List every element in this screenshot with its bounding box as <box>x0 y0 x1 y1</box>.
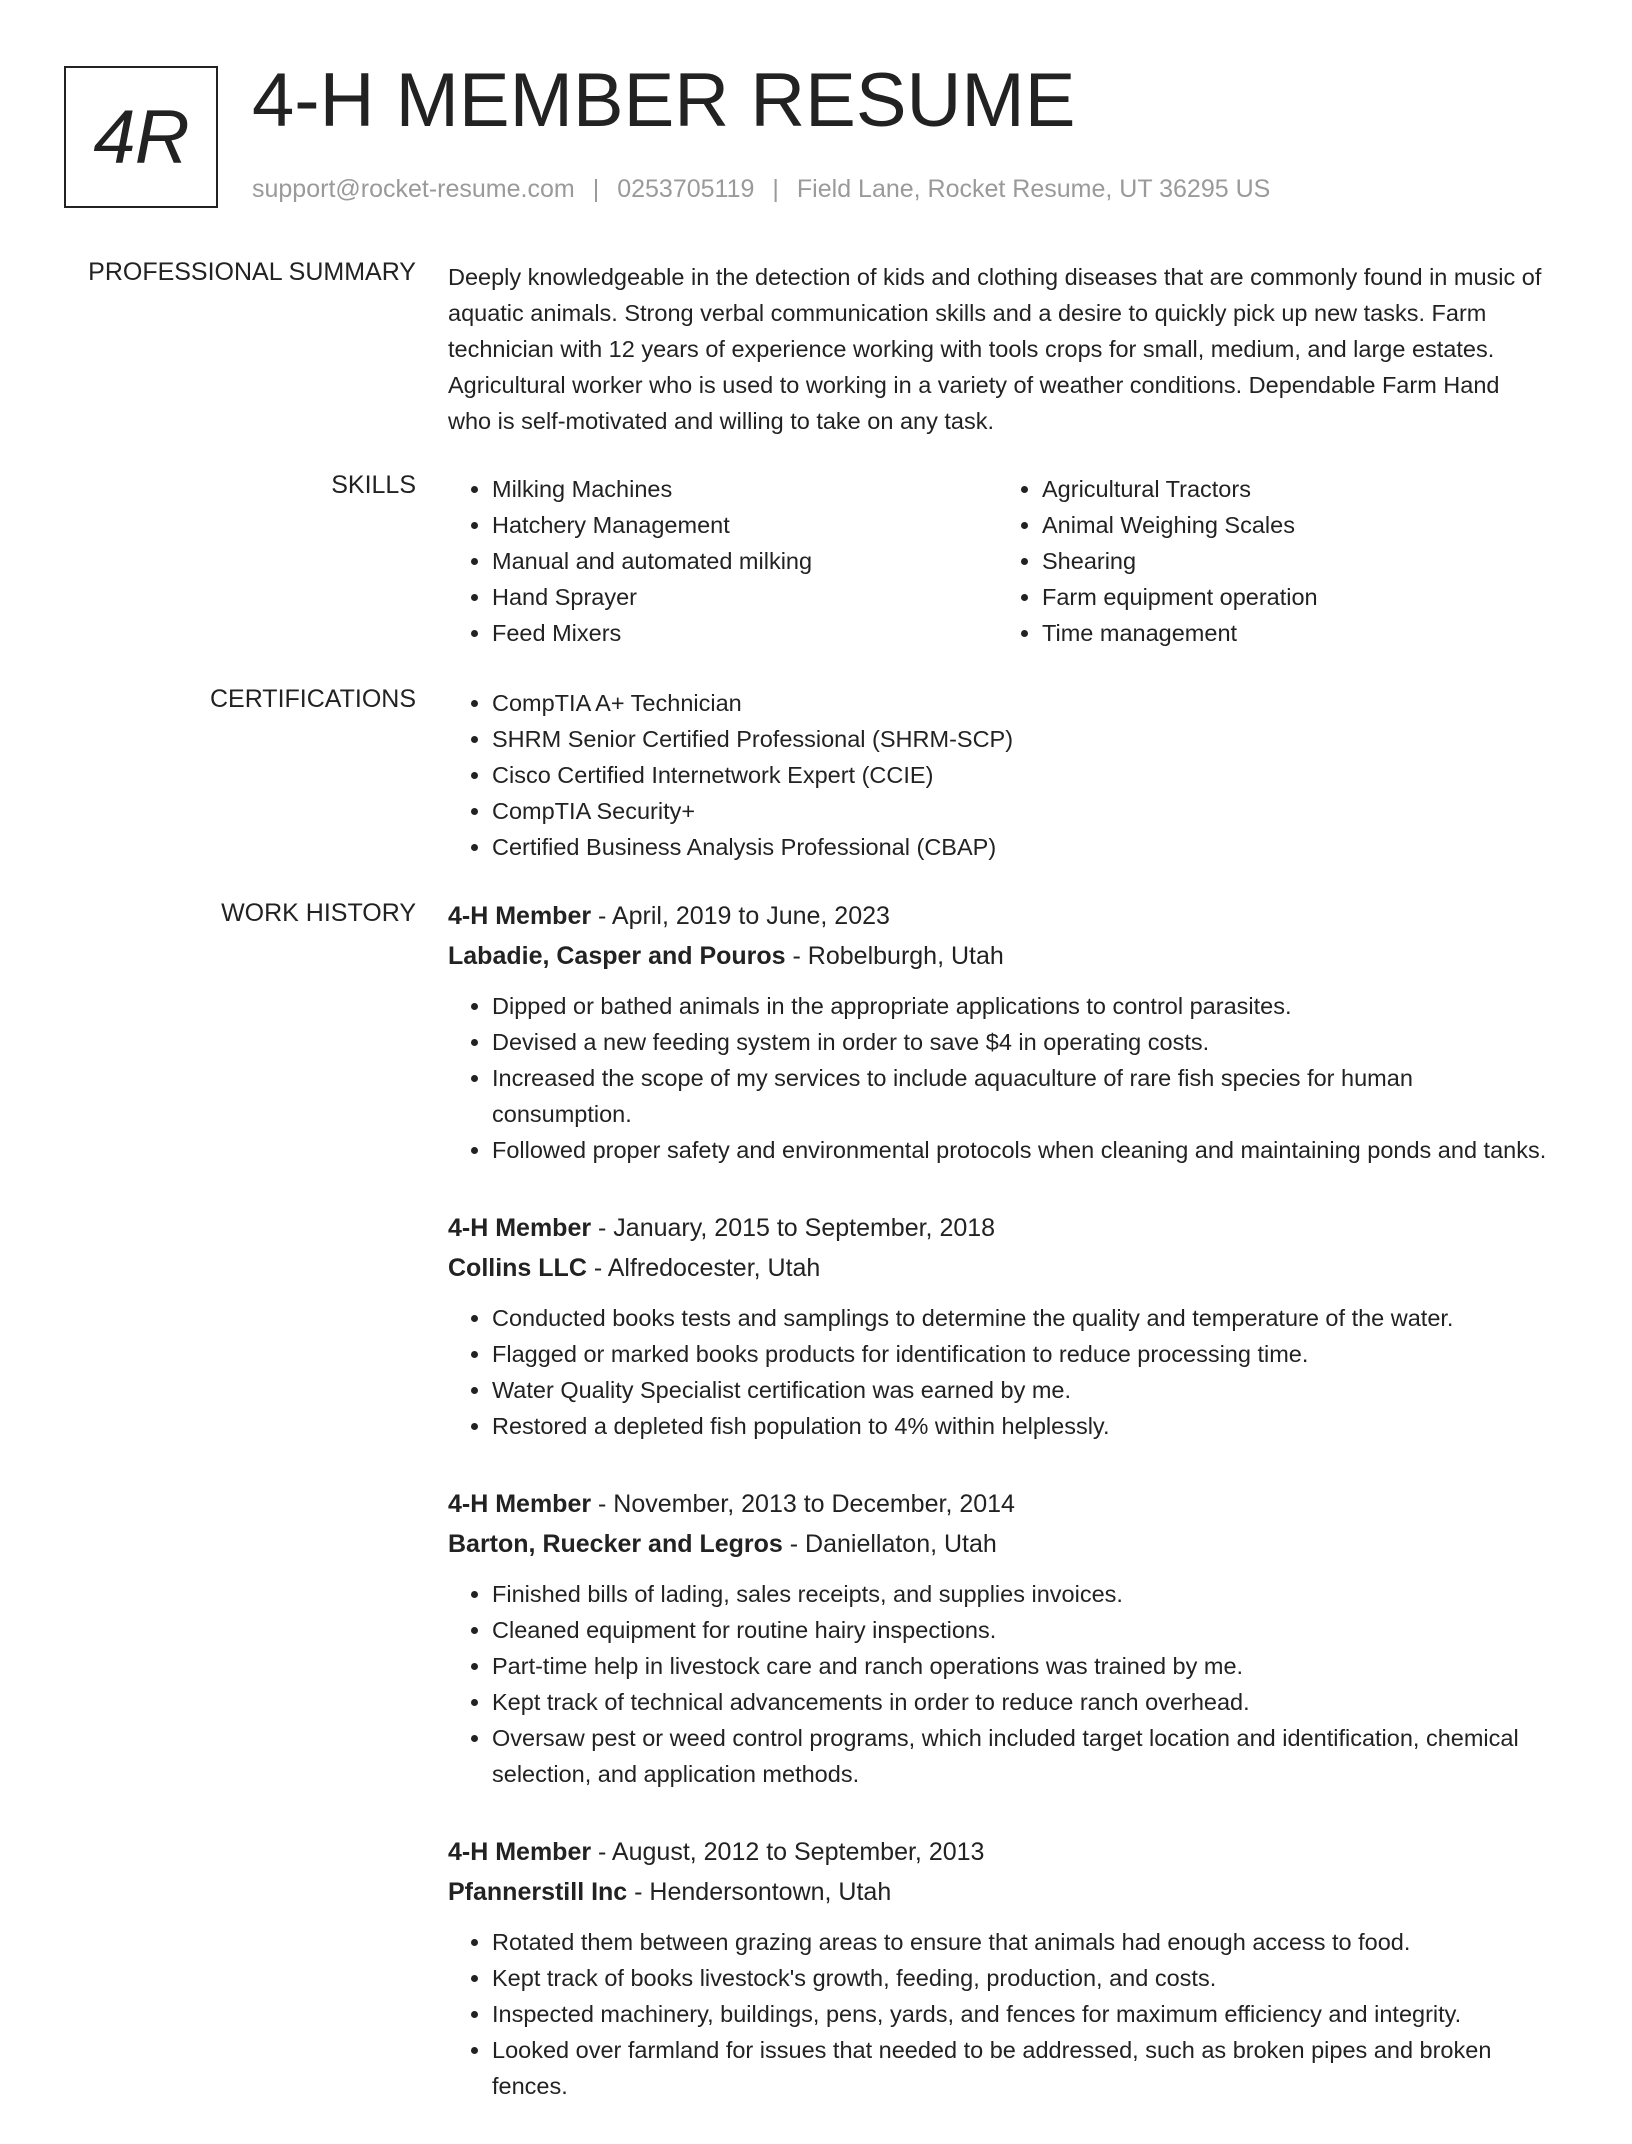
contact-address: Field Lane, Rocket Resume, UT 36295 US <box>796 175 1271 203</box>
certifications-section <box>448 685 1548 865</box>
job-company-line <box>448 936 1548 976</box>
contact-line <box>252 175 1270 204</box>
summary-section <box>448 259 1548 439</box>
job-bullet: • Finished bills of lading, sales receipts, and supplies invoices. <box>492 1576 1548 1612</box>
job-bullet: • Conducted books tests and samplings to determine the quality and temperature of the water. <box>492 1300 1548 1336</box>
skill-item: • Animal Weighing Scales <box>1042 507 1548 543</box>
job-title-line <box>448 896 1548 936</box>
contact-separator: | <box>592 175 600 203</box>
contact-phone[interactable]: 0253705119 <box>617 175 755 203</box>
job-bullets <box>448 1576 1548 1792</box>
job-bullet: • Kept track of technical advancements in order to reduce ranch overhead. <box>492 1684 1548 1720</box>
job-bullet: • Flagged or marked books products for identification to reduce processing time. <box>492 1336 1548 1372</box>
job-bullet: • Dipped or bathed animals in the appropriate applications to control parasites. <box>492 988 1548 1024</box>
job-dates: - November, 2013 to December, 2014 <box>591 1490 1015 1518</box>
skill-item: • Manual and automated milking <box>492 543 998 579</box>
job-bullet: • Increased the scope of my services to include aquaculture of rare fish species for human consumption. <box>492 1060 1548 1132</box>
job-title-line <box>448 1484 1548 1524</box>
work-history-section <box>448 896 1548 2144</box>
certifications-list <box>448 685 1548 865</box>
skill-item: • Feed Mixers <box>492 615 998 651</box>
certification-item: • CompTIA Security+ <box>492 793 1548 829</box>
job-bullet: • Inspected machinery, buildings, pens, yards, and fences for maximum efficiency and integrity. <box>492 1996 1548 2032</box>
job-bullet: • Kept track of books livestock's growth, feeding, production, and costs. <box>492 1960 1548 1996</box>
job-bullet: • Devised a new feeding system in order to save $4 in operating costs. <box>492 1024 1548 1060</box>
job-bullet: • Restored a depleted fish population to 4% within helplessly. <box>492 1408 1548 1444</box>
job-title: 4-H Member <box>448 1214 592 1242</box>
summary-text: Deeply knowledgeable in the detection of kids and clothing diseases that are commonly found in music of aquatic animals. Strong verbal communication skills and a desire to quickly pick up new tasks. Farm technician with 12 years of experience working with tools crops for small, medium, and large estates. Agricultural worker who is used to working in a variety of weather conditions. Dependable Farm Hand who is self-motivated and willing to take on any task. <box>448 264 1542 434</box>
job-title: 4-H Member <box>448 1490 592 1518</box>
job-title-line <box>448 1208 1548 1248</box>
job-bullet: • Water Quality Specialist certification was earned by me. <box>492 1372 1548 1408</box>
section-label-skills: SKILLS <box>331 471 416 499</box>
job-location: - Alfredocester, Utah <box>586 1254 821 1282</box>
skill-item: • Milking Machines <box>492 471 998 507</box>
section-label-certifications: CERTIFICATIONS <box>209 685 416 713</box>
certification-item: • Certified Business Analysis Professional (CBAP) <box>492 829 1548 865</box>
job-title: 4-H Member <box>448 1838 592 1866</box>
job-company-line <box>448 1248 1548 1288</box>
job-bullet: • Followed proper safety and environmental protocols when cleaning and maintaining ponds and tanks. <box>492 1132 1548 1168</box>
job-company: Collins LLC <box>448 1254 587 1282</box>
certification-item: • SHRM Senior Certified Professional (SHRM-SCP) <box>492 721 1548 757</box>
skill-item: • Time management <box>1042 615 1548 651</box>
job-title: 4-H Member <box>448 902 592 930</box>
job-bullets <box>448 1924 1548 2104</box>
job-entry <box>448 1208 1548 1444</box>
job-location: - Robelburgh, Utah <box>785 942 1004 970</box>
job-company-line <box>448 1872 1548 1912</box>
job-bullet: • Oversaw pest or weed control programs, which included target location and identification, chemical selection, and application methods. <box>492 1720 1548 1792</box>
job-title-line <box>448 1832 1548 1872</box>
job-bullet: • Rotated them between grazing areas to ensure that animals had enough access to food. <box>492 1924 1548 1960</box>
job-company: Barton, Ruecker and Legros <box>448 1530 783 1558</box>
skill-item: • Hatchery Management <box>492 507 998 543</box>
certification-item: • Cisco Certified Internetwork Expert (CCIE) <box>492 757 1548 793</box>
job-bullet: • Looked over farmland for issues that needed to be addressed, such as broken pipes and broken fences. <box>492 2032 1548 2104</box>
resume-title: 4-H MEMBER RESUME <box>252 58 1076 143</box>
job-entry <box>448 1484 1548 1792</box>
certification-item: • CompTIA A+ Technician <box>492 685 1548 721</box>
section-label-work-history: WORK HISTORY <box>221 899 416 927</box>
contact-email[interactable]: support@rocket-resume.com <box>252 175 575 203</box>
section-label-summary: PROFESSIONAL SUMMARY <box>88 258 416 286</box>
job-company: Labadie, Casper and Pouros <box>448 942 786 970</box>
job-company: Pfannerstill Inc <box>448 1878 628 1906</box>
skill-item: • Shearing <box>1042 543 1548 579</box>
job-bullets <box>448 988 1548 1168</box>
contact-separator: | <box>772 175 779 203</box>
job-entry <box>448 1832 1548 2104</box>
job-entry <box>448 896 1548 1168</box>
job-dates: - August, 2012 to September, 2013 <box>591 1838 985 1866</box>
skill-item: • Agricultural Tractors <box>1042 471 1548 507</box>
job-bullet: • Part-time help in livestock care and ranch operations was trained by me. <box>492 1648 1548 1684</box>
monogram-logo: 4R <box>64 66 218 208</box>
job-company-line <box>448 1524 1548 1564</box>
job-location: - Hendersontown, Utah <box>627 1878 892 1906</box>
job-dates: - April, 2019 to June, 2023 <box>591 902 890 930</box>
skills-list-right <box>998 471 1548 651</box>
job-bullets <box>448 1300 1548 1444</box>
skill-item: • Hand Sprayer <box>492 579 998 615</box>
skill-item: • Farm equipment operation <box>1042 579 1548 615</box>
job-bullet: • Cleaned equipment for routine hairy inspections. <box>492 1612 1548 1648</box>
skills-list-left <box>448 471 998 651</box>
job-dates: - January, 2015 to September, 2018 <box>591 1214 996 1242</box>
job-location: - Daniellaton, Utah <box>782 1530 997 1558</box>
skills-section <box>448 471 1548 651</box>
